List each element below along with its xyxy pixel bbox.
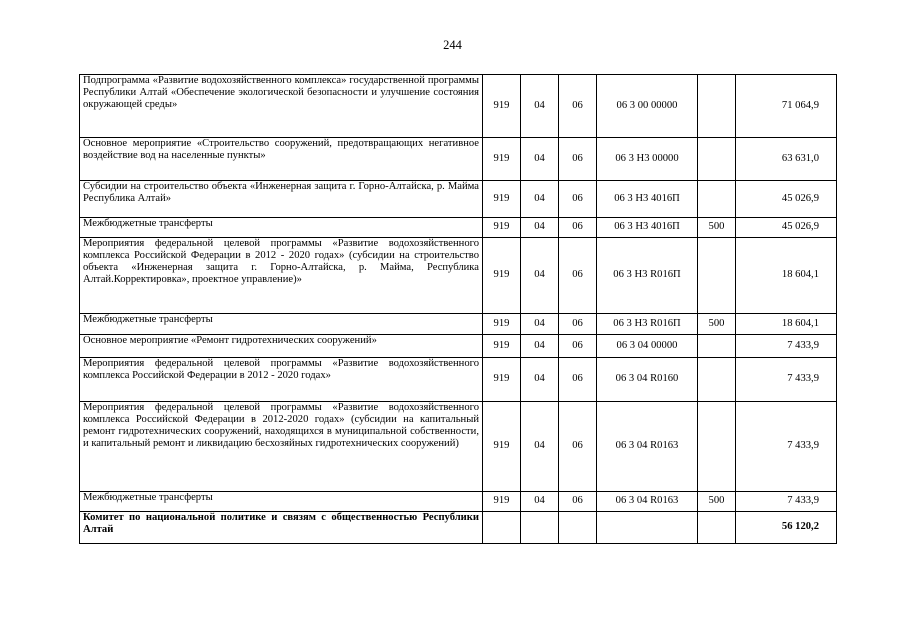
table-row: [80, 238, 837, 314]
subsection-code: [559, 512, 597, 544]
subsection-code: 06: [559, 238, 597, 314]
amount: 7 433,9: [736, 335, 837, 358]
amount: 71 064,9: [736, 75, 837, 138]
target-article: 06 3 Н3 00000: [597, 138, 698, 181]
expense-type: [698, 75, 736, 138]
section-code: 04: [521, 75, 559, 138]
ministry-code: 919: [483, 402, 521, 492]
table-row: [80, 402, 837, 492]
ministry-code: 919: [483, 75, 521, 138]
section-code: 04: [521, 138, 559, 181]
row-name: Комитет по национальной политике и связям с общественностью Республики Алтай: [80, 512, 483, 544]
target-article: 06 3 04 R0160: [597, 358, 698, 402]
ministry-code: 919: [483, 238, 521, 314]
table-row: [80, 181, 837, 218]
ministry-code: 919: [483, 314, 521, 335]
ministry-code: [483, 512, 521, 544]
ministry-code: 919: [483, 492, 521, 512]
amount: 63 631,0: [736, 138, 837, 181]
table-row: [80, 75, 837, 138]
row-name: Мероприятия федеральной целевой программы «Развитие водохозяйственного комплекса Российской Федерации в 2012 - 2020 годах» (субсидии на строительство объекта «Инженерная защита г. Горно-Алтайска, р. Майма, Республика Алтай.Корректировка», проектное управление)»: [80, 238, 483, 314]
section-code: 04: [521, 358, 559, 402]
section-code: 04: [521, 218, 559, 238]
expense-type: 500: [698, 314, 736, 335]
row-name: Межбюджетные трансферты: [80, 314, 483, 335]
table-row: [80, 218, 837, 238]
table-row: [80, 492, 837, 512]
row-name: Основное мероприятие «Строительство сооружений, предотвращающих негативное воздействие вод на населенные пункты»: [80, 138, 483, 181]
target-article: 06 3 04 00000: [597, 335, 698, 358]
section-code: 04: [521, 492, 559, 512]
section-code: 04: [521, 402, 559, 492]
expense-type: [698, 358, 736, 402]
expense-type: [698, 238, 736, 314]
row-name: Субсидии на строительство объекта «Инженерная защита г. Горно-Алтайска, р. Майма Республика Алтай»: [80, 181, 483, 218]
expense-type: [698, 181, 736, 218]
row-name: Межбюджетные трансферты: [80, 492, 483, 512]
subsection-code: 06: [559, 402, 597, 492]
row-name: Межбюджетные трансферты: [80, 218, 483, 238]
budget-table: [79, 74, 837, 544]
table-row: [80, 314, 837, 335]
target-article: 06 3 Н3 4016П: [597, 218, 698, 238]
section-code: [521, 512, 559, 544]
ministry-code: 919: [483, 218, 521, 238]
expense-type: [698, 402, 736, 492]
row-name: Основное мероприятие «Ремонт гидротехнических сооружений»: [80, 335, 483, 358]
subsection-code: 06: [559, 218, 597, 238]
target-article: 06 3 Н3 R016П: [597, 238, 698, 314]
ministry-code: 919: [483, 138, 521, 181]
amount: 45 026,9: [736, 218, 837, 238]
amount: 45 026,9: [736, 181, 837, 218]
expense-type: [698, 512, 736, 544]
ministry-code: 919: [483, 358, 521, 402]
ministry-code: 919: [483, 181, 521, 218]
table-row: [80, 512, 837, 544]
section-code: 04: [521, 314, 559, 335]
subsection-code: 06: [559, 358, 597, 402]
subsection-code: 06: [559, 314, 597, 335]
target-article: 06 3 00 00000: [597, 75, 698, 138]
target-article: [597, 512, 698, 544]
ministry-code: 919: [483, 335, 521, 358]
page-number: 244: [443, 38, 462, 52]
target-article: 06 3 Н3 4016П: [597, 181, 698, 218]
subsection-code: 06: [559, 181, 597, 218]
target-article: 06 3 Н3 R016П: [597, 314, 698, 335]
section-code: 04: [521, 238, 559, 314]
row-name: Подпрограмма «Развитие водохозяйственного комплекса» государственной программы Республики Алтай «Обеспечение экологической безопасности и улучшение состояния окружающей среды»: [80, 75, 483, 138]
table-row: [80, 138, 837, 181]
subsection-code: 06: [559, 138, 597, 181]
table-row: [80, 358, 837, 402]
subsection-code: 06: [559, 492, 597, 512]
row-name: Мероприятия федеральной целевой программы «Развитие водохозяйственного комплекса Российской Федерации в 2012 - 2020 годах»: [80, 358, 483, 402]
amount: 18 604,1: [736, 238, 837, 314]
expense-type: [698, 335, 736, 358]
target-article: 06 3 04 R0163: [597, 402, 698, 492]
section-code: 04: [521, 181, 559, 218]
section-code: 04: [521, 335, 559, 358]
expense-type: [698, 138, 736, 181]
amount: 56 120,2: [736, 512, 837, 544]
amount: 7 433,9: [736, 358, 837, 402]
expense-type: 500: [698, 218, 736, 238]
amount: 18 604,1: [736, 314, 837, 335]
subsection-code: 06: [559, 335, 597, 358]
target-article: 06 3 04 R0163: [597, 492, 698, 512]
amount: 7 433,9: [736, 492, 837, 512]
amount: 7 433,9: [736, 402, 837, 492]
row-name: Мероприятия федеральной целевой программы «Развитие водохозяйственного комплекса Российской Федерации в 2012-2020 годах» (субсидии на капитальный ремонт гидротехнических сооружений, находящихся в муниципальной собственности, и капитальный ремонт и ликвидацию бесхозяйных гидротехнических сооружений): [80, 402, 483, 492]
table-row: [80, 335, 837, 358]
expense-type: 500: [698, 492, 736, 512]
subsection-code: 06: [559, 75, 597, 138]
